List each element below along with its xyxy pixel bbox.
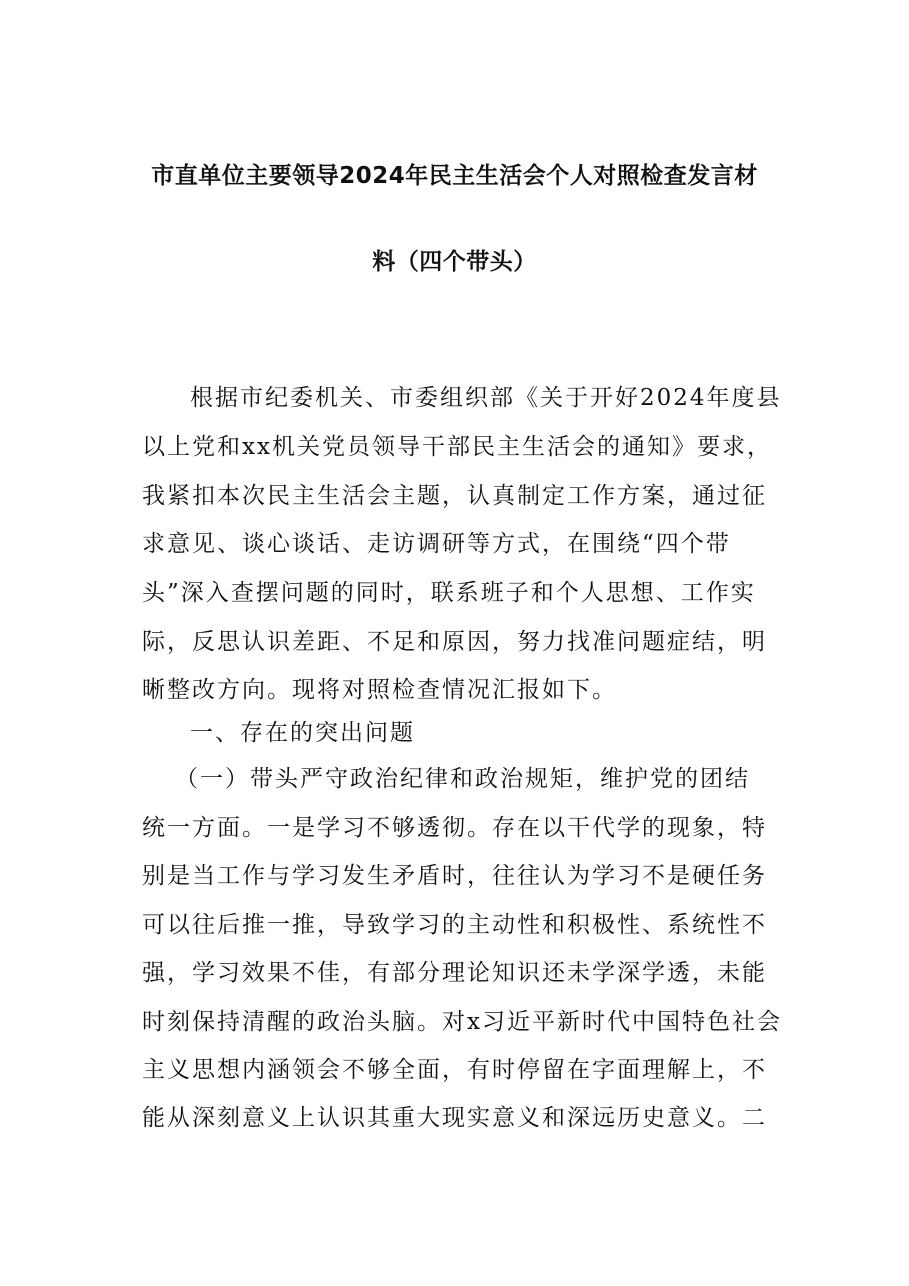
body-line: 我紧扣本次民主生活会主题，认真制定工作方案，通过征 [142,483,767,509]
body-line: 时刻保持清醒的政治头脑。对x习近平新时代中国特色社会 [142,1009,782,1035]
body-line: 求意见、谈心谈话、走访调研等方式，在围绕“四个带 [142,531,731,557]
body-line: 主义思想内涵领会不够全面，有时停留在字面理解上，不 [142,1057,767,1083]
body-line: 根据市纪委机关、市委组织部《关于开好2024年度县 [190,385,782,411]
body-line: 统一方面。一是学习不够透彻。存在以干代学的现象，特 [142,815,767,841]
body-line: （一）带头严守政治纪律和政治规矩，维护党的团结 [175,766,750,792]
body-line: 强，学习效果不佳，有部分理论知识还未学深学透，未能 [142,960,767,986]
body-line: 际，反思认识差距、不足和原因，努力找准问题症结，明 [142,629,767,655]
body-line: 晰整改方向。现将对照检查情况汇报如下。 [142,677,617,703]
body-line: 能从深刻意义上认识其重大现实意义和深远历史意义。二 [142,1105,767,1131]
body-line: 可以往后推一推，导致学习的主动性和积极性、系统性不 [142,912,767,938]
body-line: 别是当工作与学习发生矛盾时，往往认为学习不是硬任务 [142,863,767,889]
document-title-line-2: 料（四个带头） [372,249,537,275]
body-line: 以上党和xx机关党员领导干部民主生活会的通知》要求， [142,434,772,460]
section-heading: 一、存在的突出问题 [190,720,415,746]
body-line: 头”深入查摆问题的同时，联系班子和个人思想、工作实 [142,580,756,606]
document-title-line-1: 市直单位主要领导2024年民主生活会个人对照检查发言材 [151,163,758,189]
